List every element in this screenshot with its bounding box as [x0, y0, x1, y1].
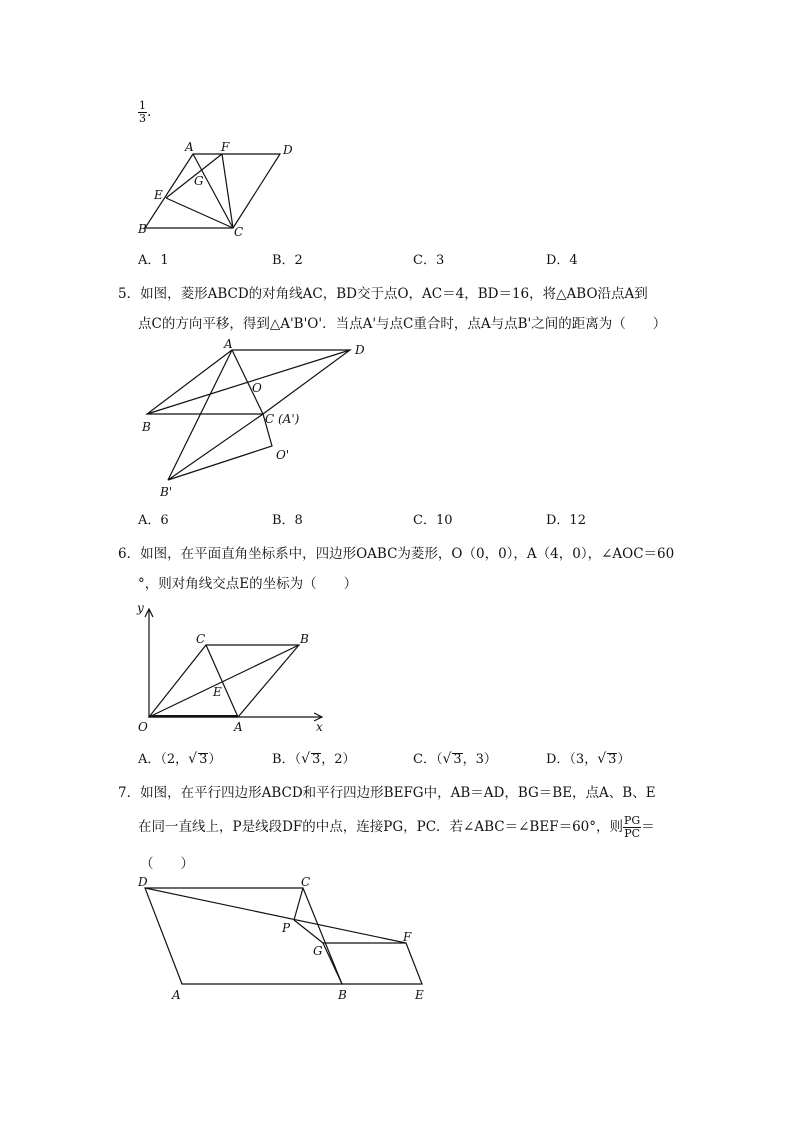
q4-option-c[interactable]: C．3: [413, 253, 445, 268]
sqrt-icon: √: [301, 751, 310, 767]
q6-option-c[interactable]: C．（√ 3，3）: [413, 751, 497, 767]
q6-text-line1: 6．如图，在平面直角坐标系中，四边形OABC为菱形，O（0，0），A（4，0），∠AOC＝60: [118, 546, 675, 562]
q5-label-o: O: [252, 381, 262, 395]
q6-option-a[interactable]: A．（2，√ 3）: [138, 751, 222, 767]
q5-label-d: D: [355, 343, 365, 357]
q4-label-d: D: [283, 143, 293, 157]
q4-option-a[interactable]: A．1: [138, 253, 169, 268]
q5-text-line2: 点C的方向平移，得到△A'B'O'．当点A'与点C重合时，点A与点B'之间的距离为（ ）: [138, 316, 667, 332]
q5-label-a: A: [224, 337, 233, 351]
q7-line-df: [145, 888, 406, 943]
q7-label-f: F: [403, 930, 412, 944]
q5-option-b[interactable]: B．8: [272, 513, 303, 528]
sqrt-icon: √: [188, 751, 198, 767]
sqrt-icon: √: [442, 751, 452, 767]
q5-label-b: B: [142, 420, 151, 434]
q7-parallelogram-befg: [323, 943, 422, 984]
q7-label-g: G: [313, 944, 323, 958]
q6-label-x: x: [316, 720, 323, 734]
q4-label-b: B: [138, 222, 147, 236]
q7-text-line1: 7．如图，在平行四边形ABCD和平行四边形BEFG中，AB＝AD，BG＝BE，点A、B、E: [118, 785, 656, 801]
q5-option-a[interactable]: A．6: [138, 513, 169, 528]
q6-label-o: O: [138, 720, 148, 734]
q5-label-b2: B': [160, 485, 173, 499]
q5-option-c[interactable]: C．10: [413, 513, 453, 528]
q6-label-a: A: [234, 720, 243, 734]
q6-option-b[interactable]: B．（√ 3，2）: [272, 751, 356, 767]
q7-parallelogram-abcd: [145, 888, 342, 984]
q6-text-line2: °，则对角线交点E的坐标为（ ）: [138, 576, 358, 592]
q4-label-c: C: [234, 225, 244, 239]
q7-line-pc: [294, 888, 303, 920]
q6-label-b: B: [300, 632, 309, 646]
q7-label-e: E: [415, 988, 424, 1002]
fraction-pg-pc: $\frac{PG}{PC}$: [624, 814, 641, 840]
q6-option-d[interactable]: D．（3，√ 3）: [546, 751, 631, 767]
q5-label-o2: O': [276, 448, 290, 462]
q7-label-a: A: [172, 988, 181, 1002]
q5-label-c: C (A'): [265, 412, 300, 426]
q5-text-line1: 5．如图，菱形ABCD的对角线AC，BD交于点O，AC＝4，BD＝16，将△ABO沿点A到: [118, 286, 648, 302]
q7-label-d: D: [138, 875, 148, 889]
q7-text-line3: （ ）: [140, 856, 194, 872]
q4-option-d[interactable]: D．4: [546, 253, 578, 268]
q7-text-line2: 在同一直线上，P是线段DF的中点，连接PG，PC．若∠ABC＝∠BEF＝60°，则 $\frac{PG}{PC}$ ＝: [138, 814, 655, 840]
q7-label-c: C: [301, 875, 311, 889]
fraction-one-third: $\frac{1}{3}$: [139, 99, 146, 125]
q7-label-p: P: [282, 921, 291, 935]
sqrt-icon: √: [597, 751, 607, 767]
q4-label-e: E: [154, 188, 163, 202]
q4-label-a: A: [185, 140, 194, 154]
q4-fraction-tail: $\frac{1}{3}$ .: [139, 99, 152, 125]
q4-label-g: G: [194, 174, 204, 188]
q7-line-pg: [294, 920, 323, 943]
q5-option-d[interactable]: D．12: [546, 513, 586, 528]
q4-option-b[interactable]: B．2: [272, 253, 303, 268]
q6-label-y: y: [137, 601, 144, 615]
q6-label-e: E: [213, 685, 222, 699]
q6-label-c: C: [196, 632, 206, 646]
q7-label-b: B: [338, 988, 347, 1002]
q4-label-f: F: [221, 140, 230, 154]
